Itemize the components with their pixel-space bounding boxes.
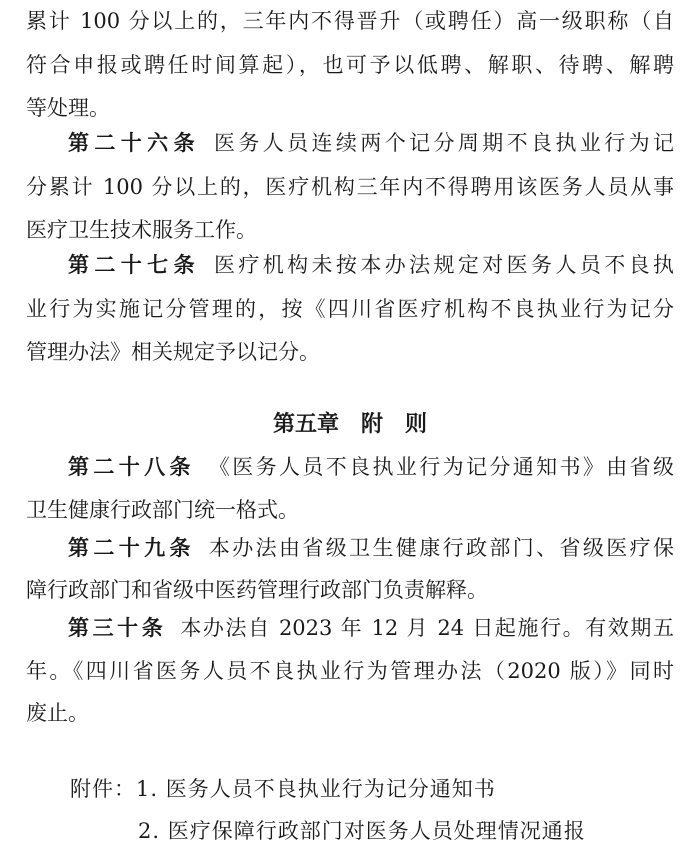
article-29-line: [68, 533, 674, 563]
article-30-text: 本办法自 2023 年 12 月 24 日起施行。有效期五: [180, 616, 674, 640]
paragraph-line: 年。《四川省医务人员不良执业行为管理办法（2020 版）》同时: [26, 659, 674, 683]
attachment-line: [70, 774, 496, 804]
attachment-label: 附件：: [70, 777, 136, 801]
article-30-heading: 第三十条: [68, 616, 167, 640]
article-26-line: [68, 128, 674, 158]
paragraph-line: 符合申报或聘任时间算起），也可予以低聘、解职、待聘、解聘: [26, 53, 674, 77]
article-26-heading: 第二十六条: [68, 131, 200, 155]
chapter-number: 第五章: [272, 412, 339, 437]
paragraph-line: 医疗卫生技术服务工作。: [26, 218, 257, 242]
article-26-text: 医务人员连续两个记分周期不良执业行为记: [213, 131, 675, 155]
article-27-heading: 第二十七条: [68, 253, 200, 277]
article-29-text: 本办法由省级卫生健康行政部门、省级医疗保: [208, 536, 674, 560]
paragraph-line: 累计 100 分以上的，三年内不得晋升（或聘任）高一级职称（自: [26, 9, 674, 33]
article-28-text: 《医务人员不良执业行为记分通知书》由省级: [208, 455, 674, 479]
attachment-item: 1. 医务人员不良执业行为记分通知书: [136, 777, 496, 801]
chapter-title-char: 则: [405, 412, 428, 437]
paragraph-line: 障行政部门和省级中医药管理行政部门负责解释。: [26, 578, 488, 602]
article-30-line: [68, 613, 674, 643]
chapter-title-char: 附: [360, 412, 383, 437]
article-27-text: 医疗机构未按本办法规定对医务人员不良执: [213, 253, 675, 277]
paragraph-line: 废止。: [26, 701, 89, 725]
paragraph-line: 管理办法》相关规定予以记分。: [26, 340, 320, 364]
chapter-heading: [0, 410, 700, 440]
article-29-heading: 第二十九条: [68, 536, 195, 560]
paragraph-line: 分累计 100 分以上的，医疗机构三年内不得聘用该医务人员从事: [26, 175, 674, 199]
paragraph-line: 等处理。: [26, 96, 110, 120]
article-28-line: [68, 452, 674, 482]
article-28-heading: 第二十八条: [68, 455, 195, 479]
paragraph-line: 卫生健康行政部门统一格式。: [26, 498, 299, 522]
attachment-item: 2. 医疗保障行政部门对医务人员处理情况通报: [138, 819, 586, 843]
article-27-line: [68, 250, 674, 280]
paragraph-line: 业行为实施记分管理的，按《四川省医疗机构不良执业行为记分: [26, 297, 674, 321]
